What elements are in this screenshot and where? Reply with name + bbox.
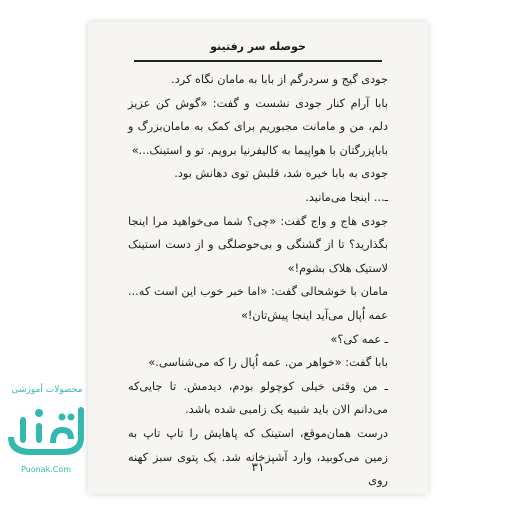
paragraph: بابا گفت: «خواهر من. عمه اُپال را که می‌شناسی.» <box>148 356 388 370</box>
watermark-logo <box>0 385 92 485</box>
watermark-url: Puonak.Com <box>20 465 72 474</box>
body-text <box>128 68 388 493</box>
paragraph: ـ عمه کی؟» <box>330 332 388 346</box>
paragraph: ـ من وقتی خیلی کوچولو بودم، دیدمش. تا جایی‌که می‌دانم الان باید شبیه یک زامبی شده باشد. <box>128 379 388 417</box>
paragraph: مامان با خوشحالی گفت: «اما خبر خوب این است که... عمه اُپال می‌آید اینجا پیش‌تان!» <box>128 285 388 322</box>
running-head: حوصله سر رفتینو <box>210 40 306 53</box>
watermark-tagline: محصولات آموزشی <box>11 385 83 395</box>
book-page <box>88 22 428 494</box>
paragraph: بابا آرام کنار جودی نشست و گفت: «گوش کن عزیز دلم، من و مامانت مجبوریم برای کمک به مامان‌بزرگ و باباپزرگتان با هواپیما به کالیفرنیا برویم. تو و استینک...» <box>128 96 388 157</box>
page-number: ۳۱ <box>251 460 265 474</box>
paragraph: جودی گیج و سردرگم از بابا به مامان نگاه کرد. <box>171 73 388 86</box>
paragraph: درست همان‌موقع، استینک که پاهایش را تاپ تاپ به زمین می‌کوبید، وارد آشپزخانه شد. یک پتوی سبز کهنه روی <box>128 426 388 488</box>
header-rule <box>134 60 382 62</box>
paragraph: جودی به بابا خیره شد، قلبش توی دهانش بود. <box>174 167 388 181</box>
puonak-logo-icon <box>0 393 92 463</box>
paragraph: جودی هاج و واج گفت: «چی؟ شما می‌خواهید مرا اینجا بگذارید؟ تا از گشنگی و بی‌حوصلگی و از دست استینک لاستیک هلاک بشوم!» <box>128 214 388 275</box>
paragraph: ـ... اینجا می‌مانید. <box>305 190 388 204</box>
